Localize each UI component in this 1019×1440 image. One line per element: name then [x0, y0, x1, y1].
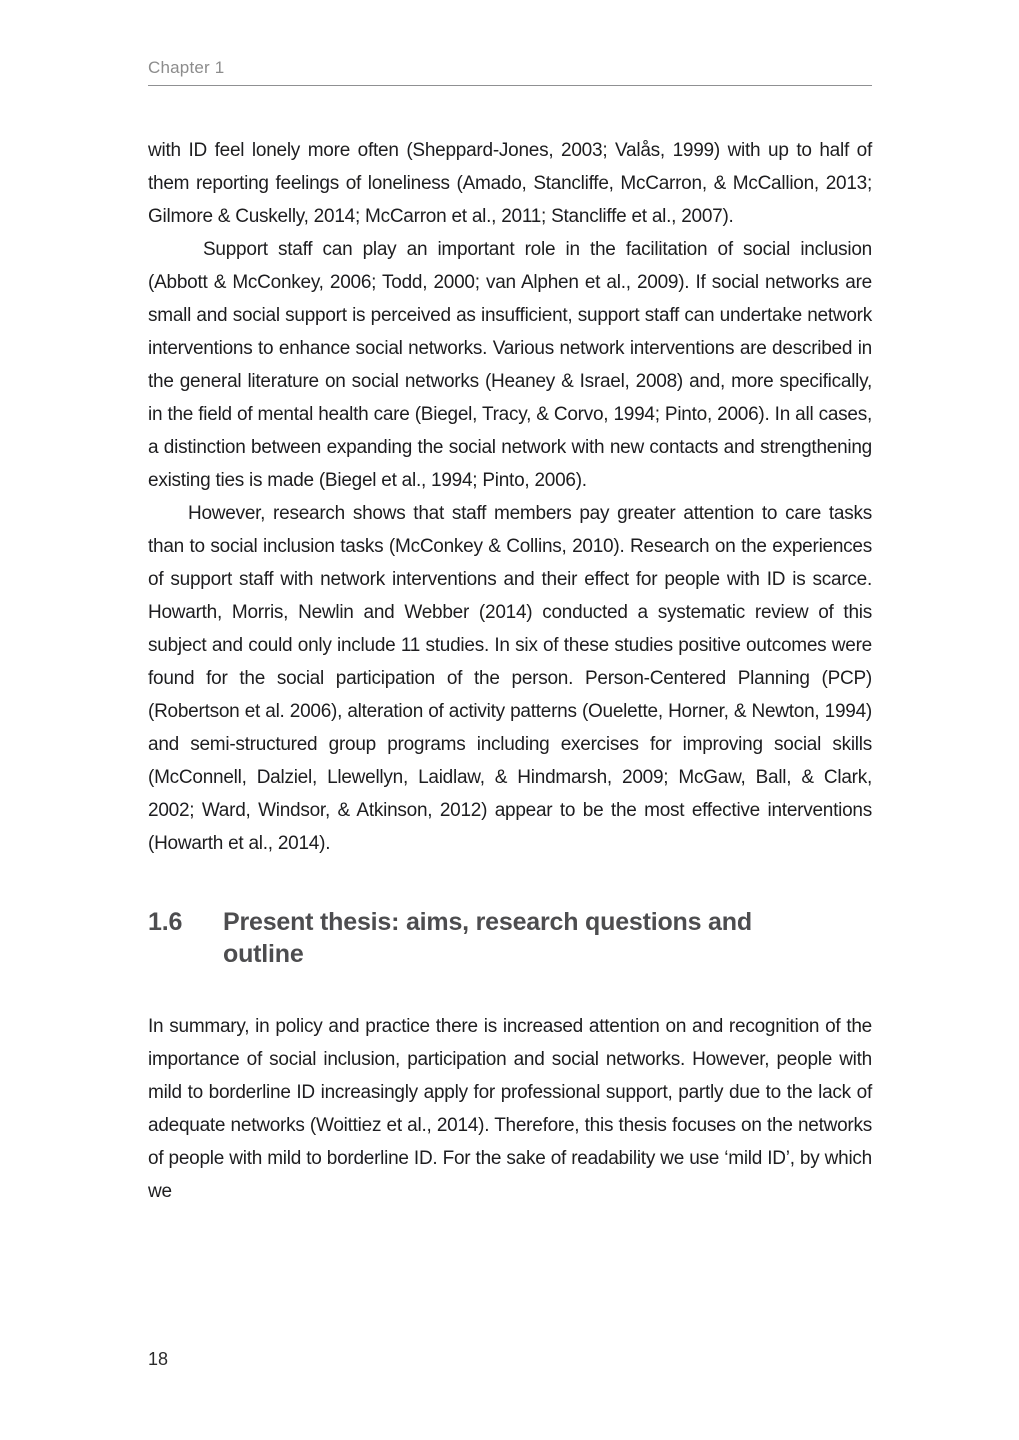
section-number: 1.6: [148, 908, 183, 936]
page-number: 18: [148, 1349, 169, 1369]
chapter-label: Chapter 1: [148, 58, 225, 77]
paragraph: However, research shows that staff members pay greater attention to care tasks than to social inclusion tasks (McConkey & Collins, 2010). Research on the experiences of support staff with network interventions and their effect for people with ID is scarce. Howarth, Morris, Newlin and Webber (2014) conducted a systematic review of this subject and could only include 11 studies. In six of these studies positive outcomes were found for the social participation of the person. Person-Centered Planning (PCP) (Robertson et al. 2006), alteration of activity patterns (Ouelette, Horner, & Newton, 1994) and semi-structured group programs including exercises for improving social skills (McConnell, Dalziel, Llewellyn, Laidlaw, & Hindmarsh, 2009; McGaw, Ball, & Clark, 2002; Ward, Windsor, & Atkinson, 2012) appear to be the most effective interventions (Howarth et al., 2014).: [148, 503, 872, 854]
paragraph: Support staff can play an important role in the facilitation of social inclusion (Abbott & McConkey, 2006; Todd, 2000; van Alphen et al., 2009). If social networks are small and social support is perceived as insufficient, support staff can undertake network interventions to enhance social networks. Various network interventions are described in the general literature on social networks (Heaney & Israel, 2008) and, more specifically, in the field of mental health care (Biegel, Tracy, & Corvo, 1994; Pinto, 2006). In all cases, a distinction between expanding the social network with new contacts and strengthening existing ties is made (Biegel et al., 1994; Pinto, 2006).: [148, 239, 872, 491]
section-title: Present thesis: aims, research questions and outline: [223, 908, 752, 968]
paragraph: with ID feel lonely more often (Sheppard-Jones, 2003; Valås, 1999) with up to half of them reporting feelings of loneliness (Amado, Stancliffe, McCarron, & McCallion, 2013; Gilmore & Cuskelly, 2014; McCarron et al., 2011; Stancliffe et al., 2007).: [148, 140, 872, 227]
paragraph: In summary, in policy and practice there is increased attention on and recognition of the importance of social inclusion, participation and social networks. However, people with mild to borderline ID increasingly apply for professional support, partly due to the lack of adequate networks (Woittiez et al., 2014). Therefore, this thesis focuses on the networks of people with mild to borderline ID. For the sake of readability we use ‘mild ID’, by which we: [148, 1016, 872, 1202]
section-heading: [148, 906, 872, 970]
chapter-header: [148, 58, 872, 86]
page-body: [148, 134, 872, 1208]
